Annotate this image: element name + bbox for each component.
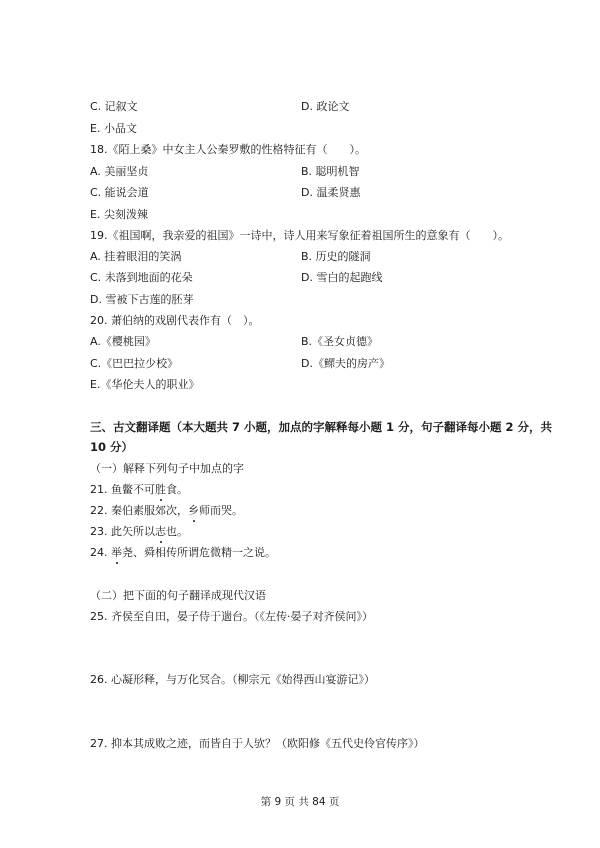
- q20-option-a: A.《樱桃园》: [90, 335, 156, 348]
- page-number-footer: 第 9 页 共 84 页: [260, 796, 340, 808]
- q18-option-a: A. 美丽坚贞: [90, 165, 149, 178]
- q20-option-e: E.《华伦夫人的职业》: [90, 378, 200, 391]
- q24-text-pre: 24.: [90, 546, 111, 559]
- q18-option-c: C. 能说会道: [90, 186, 149, 199]
- q19-option-d2: D. 雪被下古莲的胚芽: [90, 293, 194, 306]
- q22: [90, 504, 243, 518]
- q23: [90, 525, 188, 539]
- q21-dotted-char: 胜: [155, 483, 166, 496]
- q17-option-d: D. 政论文: [301, 100, 350, 113]
- q18-option-e: E. 尖刻泼辣: [90, 208, 148, 221]
- q18-option-d: D. 温柔贤惠: [301, 186, 361, 199]
- q18-option-b: B. 聪明机智: [301, 165, 360, 178]
- q25: 25. 齐侯至自田，晏子侍于遄台。（《左传·晏子对齐侯问》）: [90, 610, 373, 623]
- q19-option-c: C. 未落到地面的花朵: [90, 271, 193, 284]
- q27: 27. 抑本其成败之迹，而皆自于人欤？（欧阳修《五代史伶官传序》）: [90, 737, 425, 750]
- q22-text-post: 师而哭。: [199, 504, 243, 517]
- q23-text-post: 也。: [166, 525, 188, 538]
- q21: [90, 483, 188, 497]
- q23-dotted-char: 志: [155, 525, 166, 538]
- q22-dotted-char: 乡: [188, 504, 199, 517]
- q24-text-post: 尧、舜相传所谓危微精一之说。: [122, 546, 276, 559]
- section-3-heading-line-1: 三、古文翻译题（本大题共 7 小题，加点的字解释每小题 1 分，句子翻译每小题 2 分，共: [90, 420, 553, 434]
- q20-option-c: C.《巴巴拉少校》: [90, 357, 179, 370]
- q19-option-d: D. 雪白的起跑线: [301, 271, 383, 284]
- q20-option-d: D.《鳏夫的房产》: [301, 357, 390, 370]
- q22-text-pre: 22. 秦伯素服郊次，: [90, 504, 188, 517]
- q24: [90, 546, 276, 560]
- q17-option-c: C. 记叙文: [90, 100, 138, 113]
- q17-option-e: E. 小品文: [90, 122, 137, 135]
- q20-stem: 20. 萧伯纳的戏剧代表作有（ ）。: [90, 314, 260, 327]
- q20-option-b: B.《圣女贞德》: [301, 335, 379, 348]
- q23-text-pre: 23. 此矢所以: [90, 525, 155, 538]
- q19-stem: 19.《祖国啊，我亲爱的祖国》一诗中，诗人用来写象征着祖国所生的意象有（ ）。: [90, 229, 509, 242]
- q18-stem: 18.《陌上桑》中女主人公秦罗敷的性格特征有（ ）。: [90, 143, 366, 156]
- part-2-label: （二）把下面的句子翻译成现代汉语: [90, 589, 266, 602]
- q19-option-b: B. 历史的隧洞: [301, 250, 371, 263]
- q24-dotted-char: 举: [111, 546, 122, 559]
- q21-text-pre: 21. 鱼鳖不可: [90, 483, 155, 496]
- q19-option-a: A. 挂着眼泪的笑涡: [90, 250, 182, 263]
- section-3-heading-line-2: 10 分）: [90, 440, 134, 454]
- q21-text-post: 食。: [166, 483, 188, 496]
- part-1-label: （一）解释下列句子中加点的字: [90, 462, 244, 475]
- q26: 26. 心凝形释，与万化冥合。（柳宗元《始得西山宴游记》）: [90, 673, 375, 686]
